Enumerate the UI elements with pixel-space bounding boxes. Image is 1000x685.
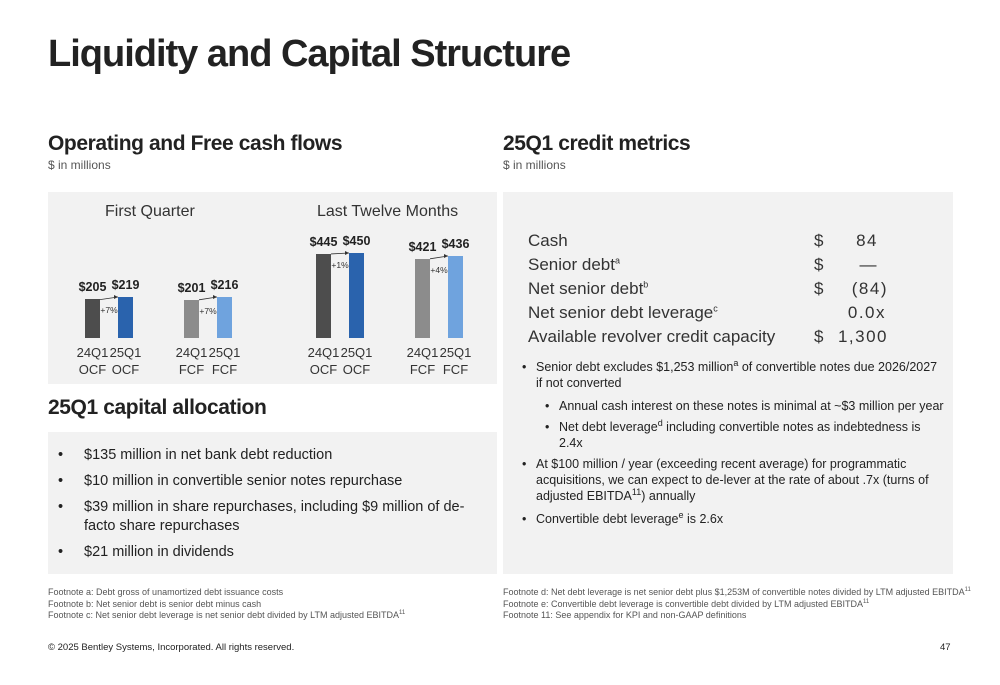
allocation-item: • $10 million in convertible senior notes repurchase: [48, 472, 488, 491]
metric-row-cash: [528, 231, 888, 253]
copyright: © 2025 Bentley Systems, Incorporated. All rights reserved.: [48, 642, 295, 653]
metric-row-senior-debt: [528, 255, 888, 277]
metric-row-revolver: [528, 327, 888, 349]
metric-label: Net senior debt leverage$^c$: [528, 303, 718, 322]
chart-data-label: $201: [177, 281, 206, 296]
footnote-a: Footnote a: Debt gross of unamortized debt issuance costs: [48, 587, 284, 597]
chart-category-label-line: 25Q1: [109, 345, 142, 360]
chart-category-label-line: OCF: [309, 362, 338, 377]
credit-subnote: • Net debt leverage$^d$ including convertible notes as indebtedness is 2.4x: [543, 419, 945, 451]
allocation-heading: 25Q1 capital allocation: [48, 396, 267, 419]
metric-row-net-senior-debt: [528, 279, 888, 301]
credit-notes-list: [520, 359, 945, 534]
chart-data-label: $436: [441, 236, 470, 251]
chart-category-label-line: OCF: [342, 362, 371, 377]
chart-category-label-line: OCF: [111, 362, 140, 377]
footnote-d: Footnote d: Net debt leverage is net senior debt plus $1,253M of convertible notes divided by LTM adjusted EBITDA$^{11}$: [503, 587, 971, 597]
chart-growth-arrow-head: [345, 251, 349, 255]
metric-currency: $: [814, 231, 824, 250]
metric-value: 84: [856, 231, 878, 250]
allocation-item: • $21 million in dividends: [48, 543, 488, 562]
chart-category-label-line: 24Q1: [175, 345, 208, 360]
chart-data-label: $445: [309, 235, 338, 249]
page-number: 47: [940, 642, 951, 653]
footnote-11: Footnote 11: See appendix for KPI and non-GAAP definitions: [503, 610, 747, 620]
footnote-e: Footnote e: Convertible debt leverage is convertible debt divided by LTM adjusted EBITDA$^{11}$: [503, 598, 870, 609]
chart-growth-arrow-head: [444, 254, 448, 258]
metric-label: Senior debt$^a$: [528, 255, 620, 274]
metric-value: 1,300: [837, 327, 888, 346]
chart-growth-arrow-head: [114, 295, 118, 299]
credit-heading: 25Q1 credit metrics: [503, 132, 691, 155]
chart-data-label: $216: [210, 278, 239, 293]
chart-growth-label: +1%: [331, 260, 349, 270]
footnotes-right: [503, 587, 971, 622]
chart-growth-label: +7%: [100, 305, 118, 316]
chart-category-label: [205, 344, 245, 378]
chart-data-label: $450: [342, 234, 371, 249]
footnote-b: Footnote b: Net senior debt is senior debt minus cash: [48, 598, 262, 609]
chart-group-title: First Quarter: [105, 203, 195, 220]
cashflows-heading: Operating and Free cash flows: [48, 132, 343, 155]
metric-currency: $: [814, 255, 824, 274]
chart-category-label-line: 25Q1: [439, 345, 472, 360]
credit-note: • Convertible debt leverage$^e$ is 2.6x: [520, 511, 945, 527]
chart-data-label: $219: [111, 277, 140, 292]
chart-category-label-line: FCF: [178, 362, 205, 377]
chart-category-label-line: FCF: [442, 362, 469, 377]
metric-row-leverage: [528, 303, 888, 325]
metric-value: (84): [851, 279, 888, 298]
chart-category-label-line: 24Q1: [406, 345, 439, 360]
metric-currency: $: [814, 279, 824, 298]
chart-data-label: $205: [78, 280, 107, 295]
footnotes-left: [48, 587, 405, 622]
chart-data-label: $421: [408, 239, 437, 254]
cashflows-subheading: $ in millions: [48, 158, 111, 172]
chart-category-label: [436, 344, 476, 378]
chart-category-label-line: 24Q1: [307, 345, 340, 360]
chart-category-label: [106, 344, 146, 378]
credit-note: • At $100 million / year (exceeding recent average) for programmatic acquisitions, we can expect to de-lever at the rate of about .7x (turns of adjusted EBITDA$^{11}$) annually: [520, 456, 945, 504]
metric-value: 0.0x: [847, 303, 886, 322]
chart-group-title: Last Twelve Months: [317, 203, 459, 220]
chart-category-label-line: OCF: [78, 362, 107, 377]
chart-growth-arrow: [99, 295, 121, 305]
metric-value: —: [859, 255, 878, 274]
chart-category-label-line: FCF: [409, 362, 436, 377]
chart-growth-label: +4%: [430, 264, 448, 275]
credit-subnote: • Annual cash interest on these notes is minimal at ~$3 million per year: [543, 398, 945, 414]
metric-label: Available revolver credit capacity: [528, 327, 776, 346]
allocation-item: • $39 million in share repurchases, including $9 million of de-facto share repurchases: [48, 498, 488, 536]
chart-growth-arrow-head: [213, 295, 217, 299]
chart-category-label-line: FCF: [211, 362, 238, 377]
chart-growth-arrow: [330, 251, 352, 261]
credit-subheading: $ in millions: [503, 158, 566, 172]
allocation-list: [48, 446, 488, 569]
chart-category-label-line: 25Q1: [208, 345, 241, 360]
chart-category-label: [337, 344, 377, 378]
chart-category-label-line: 24Q1: [76, 345, 109, 360]
allocation-item: • $135 million in net bank debt reduction: [48, 446, 488, 465]
chart-category-label-line: 25Q1: [340, 345, 373, 360]
chart-growth-label: +7%: [199, 306, 217, 317]
footnote-c: Footnote c: Net senior debt leverage is net senior debt divided by LTM adjusted EBITDA$^{11}$: [48, 610, 406, 620]
page-title: Liquidity and Capital Structure: [48, 33, 571, 75]
metric-label: Net senior debt$^b$: [528, 279, 649, 298]
chart-growth-arrow: [429, 254, 451, 264]
credit-note: • Senior debt excludes $1,253 million$^a$ of convertible notes due 2026/2027 if not converted: [520, 359, 945, 391]
metric-currency: $: [814, 327, 824, 346]
metric-label: Cash: [528, 231, 568, 250]
chart-growth-arrow: [198, 295, 220, 305]
